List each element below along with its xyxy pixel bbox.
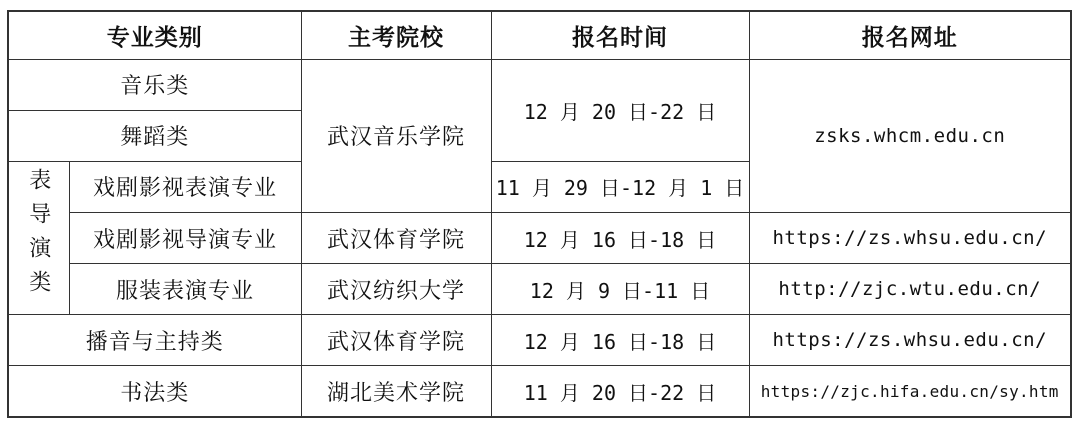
cell-music-group-site: zsks.whcm.edu.cn	[749, 59, 1071, 212]
cell-acting-category: 戏剧影视表演专业	[69, 161, 301, 212]
row-directing	[8, 212, 1071, 263]
cell-broadcasting-institution: 武汉体育学院	[301, 315, 491, 366]
cell-broadcasting-category: 播音与主持类	[8, 315, 301, 366]
row-fashion	[8, 264, 1071, 315]
cell-directing-category: 戏剧影视导演专业	[69, 212, 301, 263]
cell-broadcasting-time: 12 月 16 日-18 日	[491, 315, 749, 366]
registration-table	[7, 10, 1072, 418]
header-row	[8, 11, 1071, 59]
cell-fashion-category: 服装表演专业	[69, 264, 301, 315]
cell-calligraphy-time: 11 月 20 日-22 日	[491, 366, 749, 417]
header-registration-time: 报名时间	[491, 11, 749, 59]
cell-music-group-institution: 武汉音乐学院	[301, 59, 491, 212]
header-category: 专业类别	[8, 11, 301, 59]
row-calligraphy	[8, 366, 1071, 417]
cell-directing-institution: 武汉体育学院	[301, 212, 491, 263]
cell-broadcasting-site: https://zs.whsu.edu.cn/	[749, 315, 1071, 366]
cell-fashion-institution: 武汉纺织大学	[301, 264, 491, 315]
cell-acting-time: 11 月 29 日-12 月 1 日	[491, 161, 749, 212]
cell-calligraphy-institution: 湖北美术学院	[301, 366, 491, 417]
row-music	[8, 59, 1071, 110]
cell-fashion-time: 12 月 9 日-11 日	[491, 264, 749, 315]
cell-calligraphy-category: 书法类	[8, 366, 301, 417]
cell-music-dance-time: 12 月 20 日-22 日	[491, 59, 749, 161]
cell-dance-category: 舞蹈类	[8, 110, 301, 161]
cell-directing-time: 12 月 16 日-18 日	[491, 212, 749, 263]
header-institution: 主考院校	[301, 11, 491, 59]
cell-fashion-site: http://zjc.wtu.edu.cn/	[749, 264, 1071, 315]
header-registration-site: 报名网址	[749, 11, 1071, 59]
cell-group-label	[8, 161, 69, 314]
cell-calligraphy-site: https://zjc.hifa.edu.cn/sy.htm	[749, 366, 1071, 417]
row-broadcasting	[8, 315, 1071, 366]
vertical-group-label: 表导演类	[26, 167, 52, 304]
cell-music-category: 音乐类	[8, 59, 301, 110]
cell-directing-site: https://zs.whsu.edu.cn/	[749, 212, 1071, 263]
